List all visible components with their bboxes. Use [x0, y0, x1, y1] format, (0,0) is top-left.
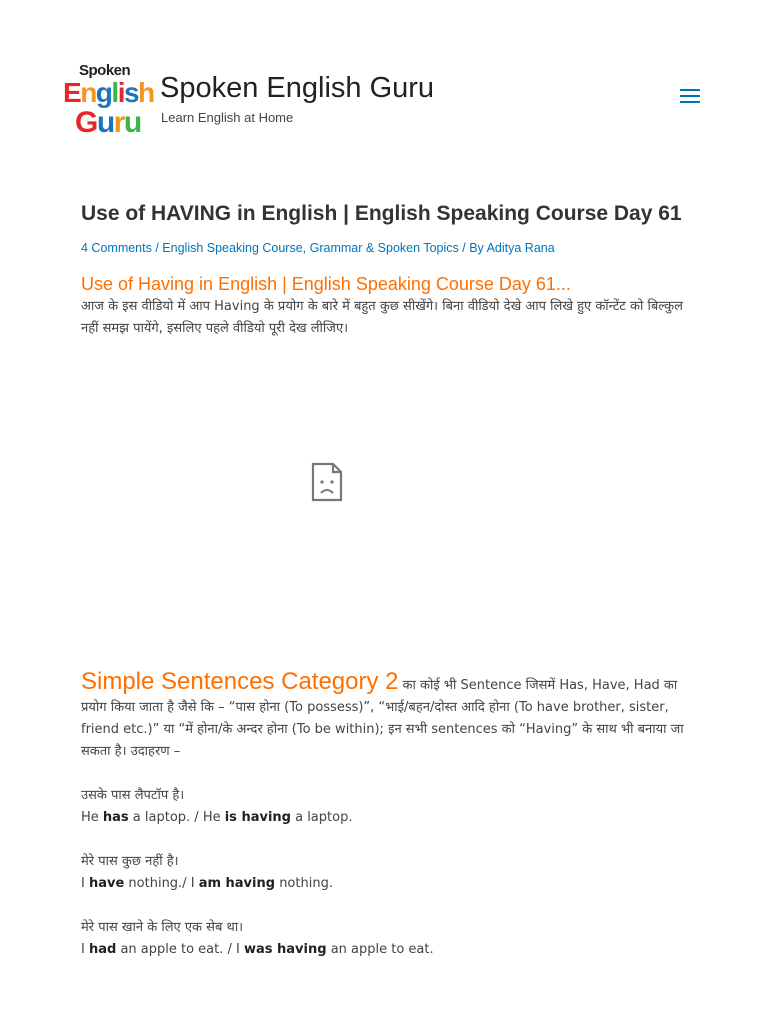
site-tagline: Learn English at Home [161, 110, 294, 125]
example-text: I [81, 942, 89, 957]
example-bold: is having [224, 810, 291, 825]
meta-by: By [469, 241, 484, 255]
example-text: I [81, 876, 89, 891]
video-heading[interactable]: Use of Having in English | English Speaking Course Day 61... [81, 274, 571, 294]
example-english [81, 873, 696, 895]
example-bold: had [88, 942, 117, 957]
site-title[interactable]: Spoken English Guru [160, 72, 435, 104]
site-header [0, 0, 768, 170]
example-bold: am having [198, 876, 276, 891]
meta-separator: / [462, 241, 470, 255]
example-hindi: मेरे पास खाने के लिए एक सेब था। [81, 920, 244, 935]
logo-line-guru: Guru [75, 106, 141, 139]
category-link-english-speaking-course[interactable]: English Speaking Course [162, 241, 303, 255]
example-bold: was having [243, 942, 327, 957]
example-text: an apple to eat. [326, 942, 434, 957]
article-meta [81, 241, 555, 255]
logo-line-spoken: Spoken [79, 62, 131, 79]
example-text: an apple to eat. / I [116, 942, 244, 957]
category-link-grammar-spoken-topics[interactable]: Grammar & Spoken Topics [309, 241, 459, 255]
example-block [81, 851, 696, 895]
example-text: nothing. [275, 876, 333, 891]
example-bold: has [102, 810, 129, 825]
author-link[interactable]: Aditya Rana [486, 241, 555, 255]
example-english [81, 939, 696, 961]
simple-sentences-section [81, 668, 696, 961]
example-hindi: उसके पास लैपटॉप है। [81, 788, 185, 803]
example-text: He [81, 810, 103, 825]
example-bold: have [88, 876, 125, 891]
section-title: Simple Sentences Category 2 [81, 668, 399, 695]
example-hindi: मेरे पास कुछ नहीं है। [81, 854, 179, 869]
example-text: a laptop. / He [128, 810, 225, 825]
section-lead-paragraph [81, 668, 696, 763]
comments-link[interactable]: 4 Comments [81, 241, 152, 255]
meta-comma: , [302, 241, 310, 255]
example-english [81, 807, 696, 829]
section-lead-text: का कोई भी Sentence जिसमें Has, Have, Had का प्रयोग किया जाता है जैसे कि – “पास होना (To possess)”, “भाई/बहन/दोस्त आदि होना (To have brother, sister, friend etc.)” या “में होना/के अन्दर होना (To be within); इन सभी sentences को “Having” के साथ भी बनाया जा सकता है। उदाहरण – [81, 678, 684, 759]
logo-line-english: English [63, 77, 154, 108]
article-title: Use of HAVING in English | English Speaking Course Day 61 [81, 202, 682, 225]
hamburger-menu-icon[interactable] [680, 89, 700, 105]
example-text: a laptop. [290, 810, 353, 825]
intro-paragraph: आज के इस वीडियो में आप Having के प्रयोग के बारे में बहुत कुछ सीखेंगे। बिना वीडियो देखे आप लिखे हुए कॉन्टेंट को बिल्कुल नहीं समझ पायेंगे, इसलिए पहले वीडियो पूरी देख लीजिए। [81, 299, 683, 336]
article-content [81, 272, 696, 340]
video-embed[interactable] [81, 350, 696, 650]
example-text: nothing./ I [124, 876, 199, 891]
broken-embed-icon [311, 462, 343, 502]
example-block [81, 917, 696, 961]
site-logo[interactable] [61, 60, 154, 144]
example-block [81, 785, 696, 829]
meta-separator: / [155, 241, 163, 255]
